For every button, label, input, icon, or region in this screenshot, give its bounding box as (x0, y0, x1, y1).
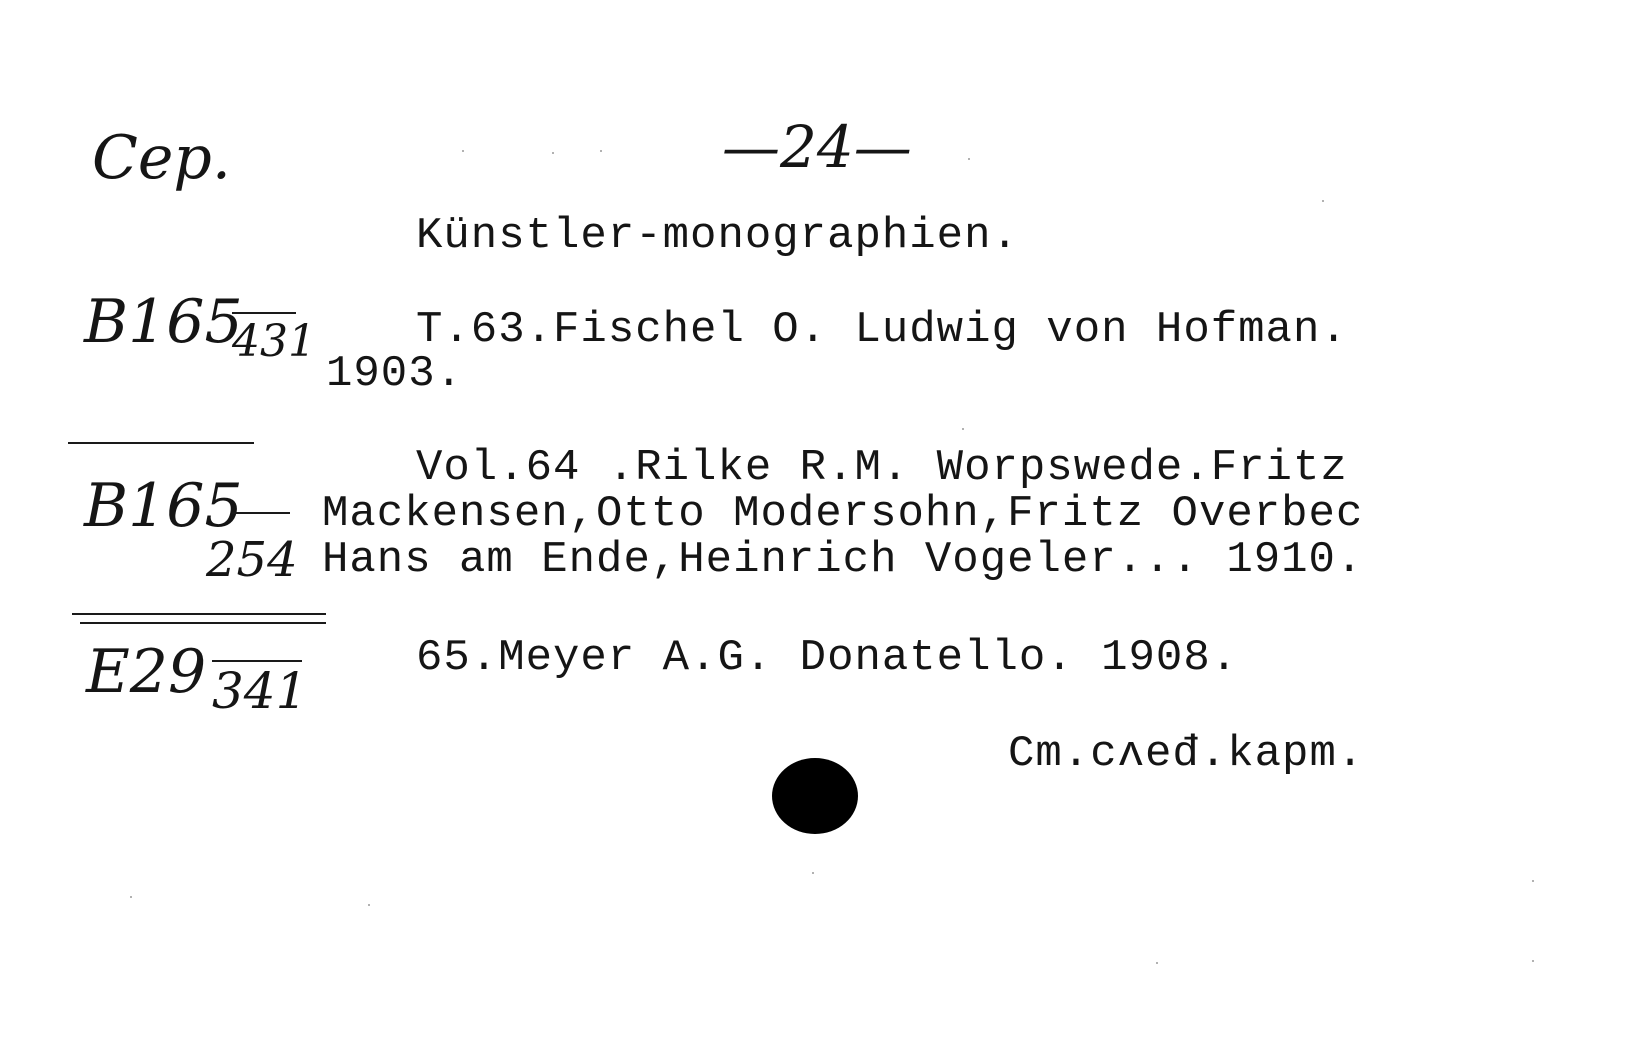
scan-speck (1322, 200, 1324, 202)
scan-speck (368, 904, 370, 906)
shelf-mark-fraction (212, 660, 308, 720)
entry-line: Vol.64 .Rilke R.M. Worpswede.Fritz (416, 443, 1348, 493)
shelf-mark-main: E29 (86, 637, 207, 707)
shelf-mark-bar (232, 312, 296, 314)
corner-note: Cep. (92, 123, 231, 193)
scan-speck (130, 896, 132, 898)
shelf-mark-fraction (232, 312, 316, 367)
divider-line (80, 622, 326, 624)
entry-line: 65.Meyer A.G. Donatello. 1908. (416, 633, 1239, 683)
entry-line: Mackensen,Otto Modersohn,Fritz Overbec (322, 489, 1364, 539)
scan-speck (968, 158, 970, 160)
punch-hole (772, 758, 858, 834)
shelf-mark-bar (232, 512, 290, 514)
continuation-note: Cm.cʌeđ.kapm. (1008, 729, 1365, 779)
shelf-mark-main: B165 (84, 287, 243, 357)
entry-line: 1903. (326, 349, 464, 399)
entry-line: Hans am Ende,Heinrich Vogeler... 1910. (322, 535, 1364, 585)
divider-line (68, 442, 254, 444)
series-title: Künstler-monographien. (416, 211, 1019, 261)
scan-speck (1532, 880, 1534, 882)
scan-speck (462, 150, 464, 152)
scan-speck (1156, 962, 1158, 964)
scan-speck (600, 150, 602, 152)
scan-speck (962, 428, 964, 430)
page-number: —24— (722, 113, 912, 181)
shelf-mark-main: B165 (84, 471, 243, 541)
scan-speck (552, 152, 554, 154)
shelf-mark-number: 341 (212, 662, 308, 720)
shelf-mark-number: 254 (206, 532, 298, 588)
divider-line (72, 613, 326, 615)
scan-speck (1532, 960, 1534, 962)
shelf-mark-number: 431 (232, 316, 316, 367)
entry-line: T.63.Fischel O. Ludwig von Hofman. (416, 305, 1348, 355)
scan-speck (812, 872, 814, 874)
